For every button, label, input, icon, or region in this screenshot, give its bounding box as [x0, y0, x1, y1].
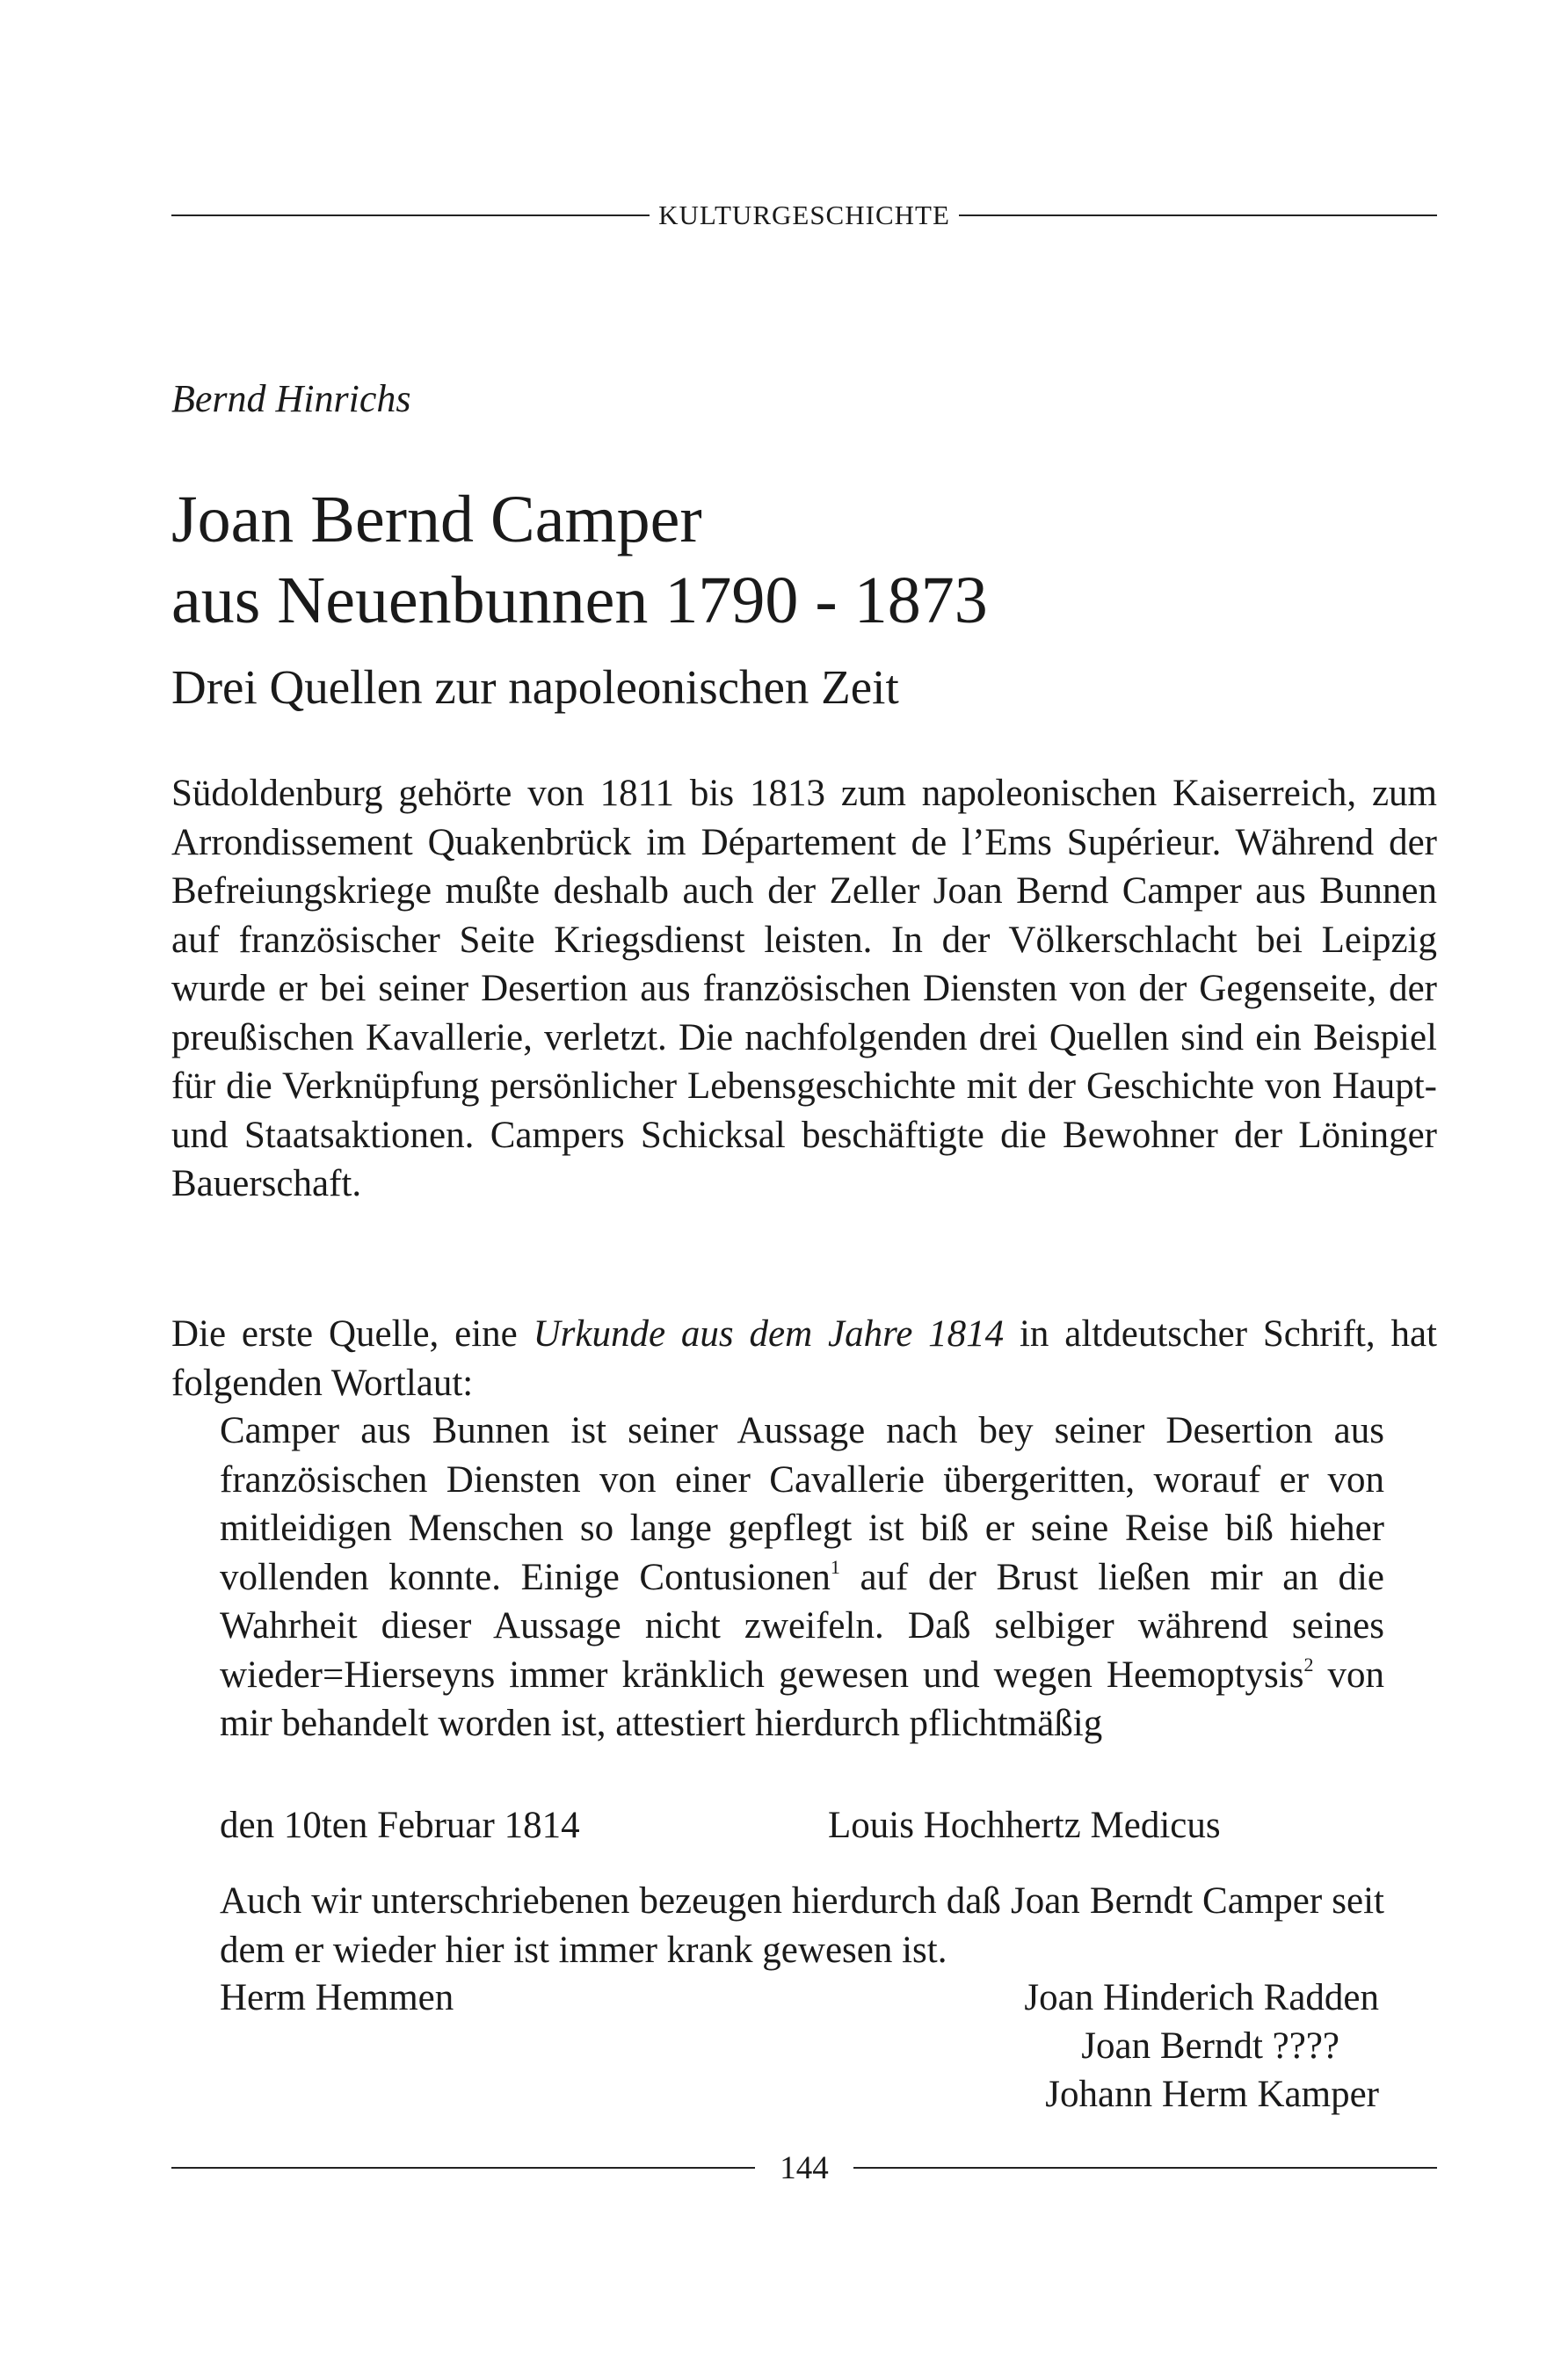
section-label: KULTURGESCHICHTE [658, 200, 950, 230]
source-intro-paragraph [171, 1310, 1437, 1407]
header-rule-right [959, 214, 1437, 216]
footer-rule-right [853, 2167, 1437, 2169]
article-author: Bernd Hinrichs [171, 377, 411, 420]
title-line-1: Joan Bernd Camper [171, 483, 702, 556]
signature-left: Herm Hemmen [220, 1977, 454, 2018]
running-header [171, 193, 1437, 237]
signature-medicus: Louis Hochhertz Medicus [828, 1805, 1221, 1846]
signature-right-3: Johann Herm Kamper [1045, 2074, 1379, 2115]
article-subtitle: Drei Quellen zur napoleonischen Zeit [171, 660, 899, 714]
quote-part-b: auf der Brust ließen mir an die Wahrheit dieser Aussage nicht zweifeln. Daß selbiger während seines wieder=Hierseyns immer kränklich gewesen und wegen Heemoptysis [220, 1556, 1384, 1696]
source-intro-post: in altdeutscher Schrift, hat folgenden Wortlaut: [171, 1313, 1438, 1404]
footnote-marker-2: 2 [1303, 1653, 1314, 1676]
page-number: 144 [780, 2149, 829, 2186]
quoted-document-text [220, 1407, 1384, 1748]
title-line-2: aus Neuenbunnen 1790 - 1873 [171, 563, 988, 637]
footer-rule-left [171, 2167, 755, 2169]
article-title [171, 479, 1402, 641]
page-footer [171, 2145, 1437, 2191]
source-intro-pre: Die erste Quelle, eine [171, 1313, 534, 1355]
quote-part-a: Camper aus Bunnen ist seiner Aussage nach bey seiner Desertion aus französischen Diensten von einer Cavallerie übergeritten, worauf er von mitleidigen Menschen so lange gepflegt ist biß er seine Reise biß hieher vollenden konnte. Einige Contusionen [220, 1410, 1384, 1598]
signature-right-1: Joan Hinderich Radden [1024, 1977, 1379, 2018]
source-intro-emphasis: Urkunde aus dem Jahre 1814 [533, 1313, 1005, 1355]
quote-part-c: von mir behandelt worden ist, attestiert hierdurch pflichtmäßig [220, 1654, 1384, 1744]
intro-paragraph: Südoldenburg gehörte von 1811 bis 1813 zum napoleonischen Kaiserreich, zum Arrondissement Quakenbrück im Département de l’Ems Supérieur. Während der Befreiungskriege mußte deshalb auch der Zeller Joan Bernd Camper aus Bunnen auf französischer Seite Kriegsdienst leisten. In der Völkerschlacht bei Leipzig wurde er bei seiner Desertion aus französischen Diensten von der Gegenseite, der preußischen Kavallerie, verletzt. Die nachfolgenden drei Quellen sind ein Beispiel für die Verknüpfung persönlicher Lebensgeschichte mit der Geschichte von Haupt- und Staatsaktionen. Campers Schicksal beschäftigte die Bewohner der Löninger Bauerschaft. [171, 773, 1437, 1204]
witness-statement: Auch wir unterschriebenen bezeugen hierdurch daß Joan Berndt Camper seit dem er wieder hier ist immer krank gewesen ist. [220, 1880, 1384, 1971]
signature-date: den 10ten Februar 1814 [220, 1805, 580, 1846]
signature-right-2: Joan Berndt ???? [1081, 2025, 1339, 2067]
footnote-marker-1: 1 [830, 1555, 840, 1578]
header-rule-left [171, 214, 650, 216]
